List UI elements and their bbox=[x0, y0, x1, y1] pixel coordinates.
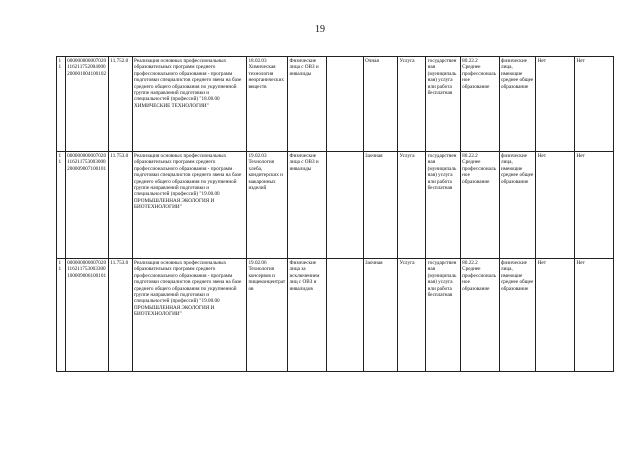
table-row bbox=[57, 259, 614, 372]
flag-cell: Нет bbox=[575, 152, 614, 259]
row-number: 11 bbox=[57, 152, 66, 259]
empty-cell bbox=[326, 57, 363, 152]
payment-status: государственная (муниципальная) услуга или работа бесплатная bbox=[426, 57, 461, 152]
service-type: Услуга bbox=[398, 57, 426, 152]
flag-cell: Нет bbox=[536, 259, 575, 372]
flag-cell: Нет bbox=[536, 152, 575, 259]
service-name: Реализация основных профессиональных образовательных программ среднего профессионального образования - программ подготовки специалистов среднего звена на базе среднего общего образования по укрупненной группе направлений подготовки и специальностей (профессий) "19.00.00 ПРОМЫШЛЕННАЯ ЭКОЛОГИЯ И БИОТЕХНОЛОГИИ" bbox=[132, 259, 246, 372]
registry-number: 000000000007020116211752004000200001004100102 bbox=[65, 57, 108, 152]
payment-status: государственная (муниципальная) услуга или работа бесплатная bbox=[426, 259, 461, 372]
row-number: 11 bbox=[57, 57, 66, 152]
flag-cell: Нет bbox=[575, 57, 614, 152]
okved-code: 11.753.0 bbox=[108, 152, 132, 259]
study-form: Очная bbox=[363, 57, 398, 152]
admission-base: физические лица, имеющие среднее общее образование bbox=[499, 259, 536, 372]
registry-table bbox=[56, 56, 614, 372]
specialty: 19.02.03 Технология хлеба, кондитерских и макаронных изделий bbox=[246, 152, 287, 259]
table-row bbox=[57, 57, 614, 152]
service-type: Услуга bbox=[398, 259, 426, 372]
flag-cell: Нет bbox=[575, 259, 614, 372]
service-name: Реализация основных профессиональных образовательных программ среднего профессионального образования - программ подготовки специалистов среднего звена на базе среднего общего образования по укрупненной группе направлений подготовки и специальностей (профессий) "19.00.00 ПРОМЫШЛЕННАЯ ЭКОЛОГИЯ И БИОТЕХНОЛОГИИ" bbox=[132, 152, 246, 259]
okved-code: 11.752.0 bbox=[108, 57, 132, 152]
empty-cell bbox=[326, 259, 363, 372]
consumer-category: Физические лица с ОВЗ и инвалиды bbox=[287, 57, 326, 152]
registry-number: 000000000007020116211753003300100009006100101 bbox=[65, 259, 108, 372]
empty-cell bbox=[326, 152, 363, 259]
page-number: 19 bbox=[315, 24, 325, 35]
education-level: 80.22.2 Среднее профессиональное образование bbox=[460, 259, 499, 372]
education-level: 80.22.2 Среднее профессиональное образование bbox=[460, 152, 499, 259]
table-row bbox=[57, 152, 614, 259]
payment-status: государственная (муниципальная) услуга или работа бесплатная bbox=[426, 152, 461, 259]
specialty: 18.02.03 Химическая технология неорганических веществ bbox=[246, 57, 287, 152]
admission-base: физические лица, имеющие среднее общее образование bbox=[499, 152, 536, 259]
registry-number: 000000000007020116211753003000200009007100101 bbox=[65, 152, 108, 259]
service-name: Реализация основных профессиональных образовательных программ среднего профессионального образования - программ подготовки специалистов среднего звена на базе среднего общего образования по укрупненной группе направлений подготовки и специальностей (профессий) "18.00.00 ХИМИЧЕСКИЕ ТЕХНОЛОГИИ" bbox=[132, 57, 246, 152]
okved-code: 11.753.0 bbox=[108, 259, 132, 372]
flag-cell: Нет bbox=[536, 57, 575, 152]
row-number: 11 bbox=[57, 259, 66, 372]
study-form: Заочная bbox=[363, 259, 398, 372]
study-form: Заочная bbox=[363, 152, 398, 259]
consumer-category: Физические лица с ОВЗ и инвалиды bbox=[287, 152, 326, 259]
education-level: 80.22.2 Среднее профессиональное образование bbox=[460, 57, 499, 152]
consumer-category: Физические лица за исключением лиц с ОВЗ и инвалидов bbox=[287, 259, 326, 372]
service-type: Услуга bbox=[398, 152, 426, 259]
specialty: 19.02.06 Технология консервов и пищеконцентратов bbox=[246, 259, 287, 372]
admission-base: физические лица, имеющие среднее общее образование bbox=[499, 57, 536, 152]
